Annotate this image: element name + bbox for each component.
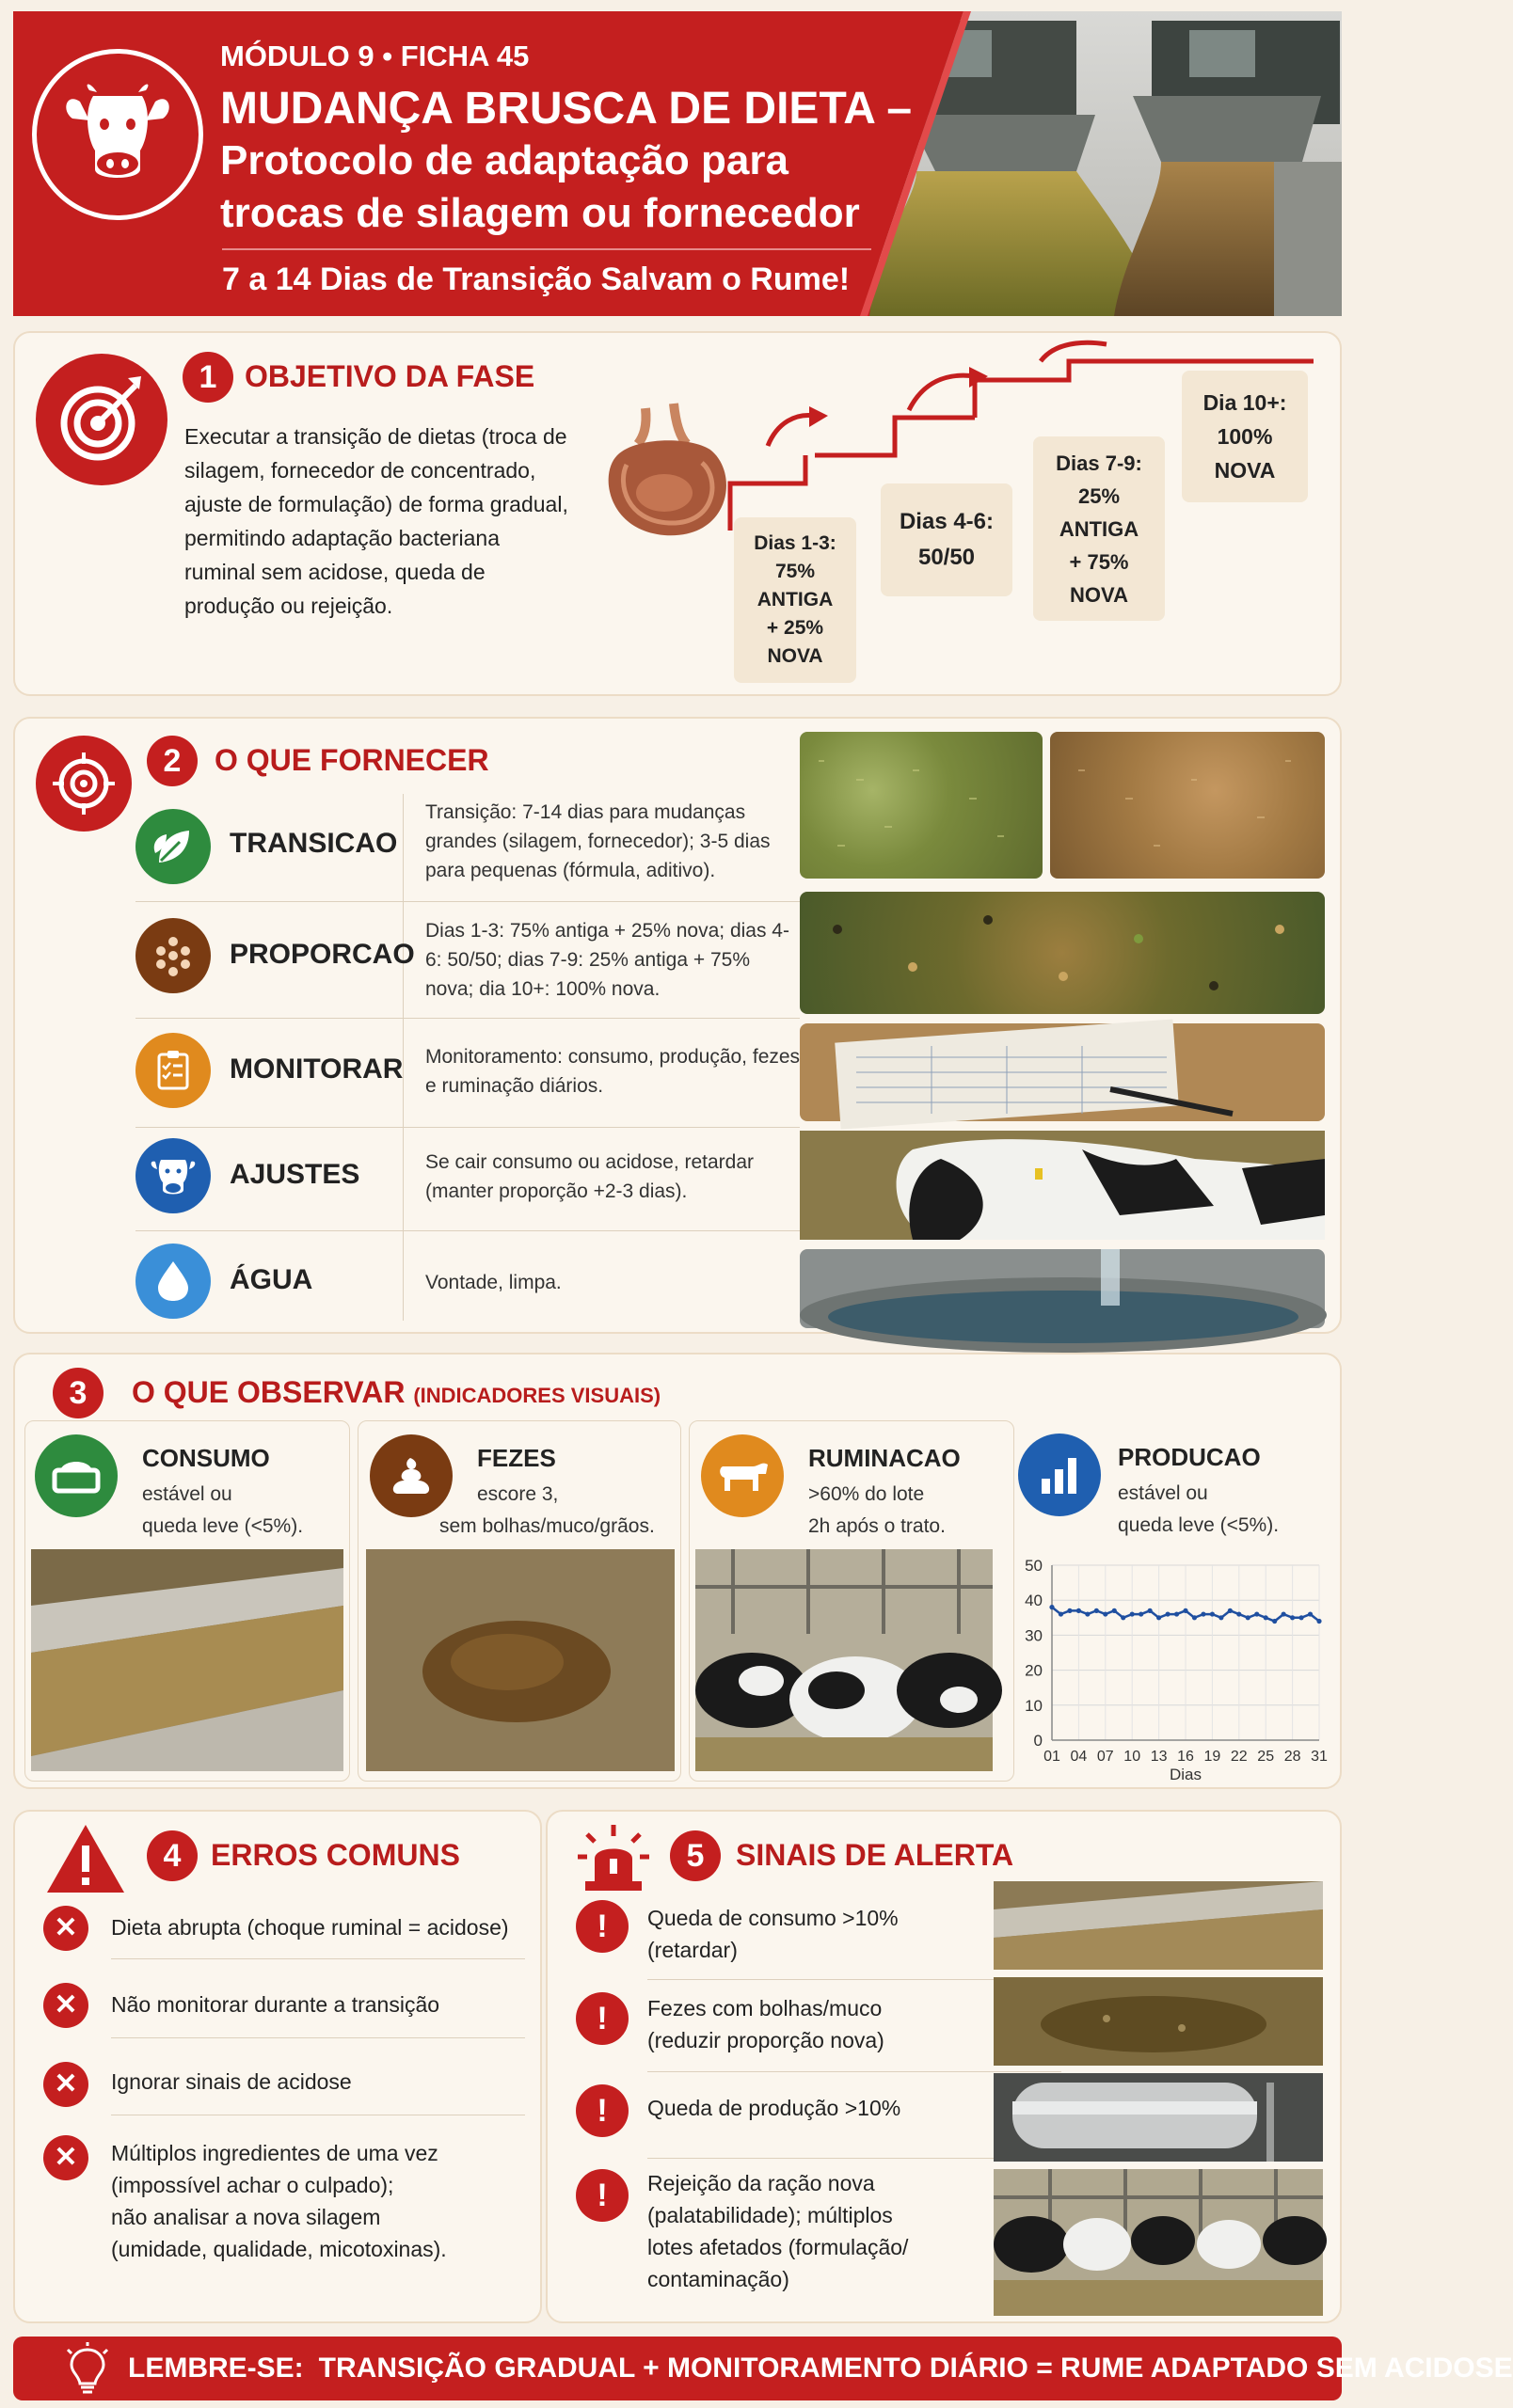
chart-data-point: [1282, 1611, 1286, 1616]
row-label-agua: ÁGUA: [230, 1264, 313, 1295]
footer-text: TRANSIÇÃO GRADUAL + MONITORAMENTO DIÁRIO = RUME ADAPTADO SEM ACIDOSE: [318, 2353, 1513, 2384]
chart-data-point: [1183, 1608, 1187, 1613]
brown-concentrate-photo: [1050, 732, 1325, 879]
footer-banner: [13, 2337, 1513, 2400]
row-divider: [135, 1230, 800, 1231]
cow-icon: [135, 1138, 211, 1213]
lightbulb-icon: [66, 2342, 109, 2395]
chart-data-point: [1067, 1608, 1072, 1613]
alert-exclamation-icon: !: [576, 2084, 629, 2137]
chart-data-point: [1308, 1611, 1313, 1616]
feces-bubbles-photo: [994, 1977, 1323, 2066]
observe-text-producao-2: queda leve (<5%).: [1118, 1514, 1280, 1536]
chart-x-tick-label: 28: [1283, 1749, 1301, 1765]
chart-x-tick-label: 07: [1096, 1749, 1114, 1765]
section3-title: O QUE OBSERVAR (INDICADORES VISUAIS): [132, 1375, 661, 1409]
chart-data-point: [1112, 1608, 1117, 1613]
error-divider: [111, 1958, 525, 1959]
milk-tank-photo: [994, 2073, 1323, 2162]
error-item-3: Ignorar sinais de acidose: [111, 2069, 352, 2094]
chart-data-point: [1290, 1615, 1295, 1620]
chart-y-tick-label: 30: [1025, 1626, 1043, 1645]
row-divider: [135, 1127, 800, 1128]
observe-title-producao: PRODUCAO: [1118, 1443, 1261, 1471]
observe-text-ruminacao-2: 2h após o trato.: [808, 1515, 946, 1537]
chart-data-point: [1059, 1611, 1063, 1616]
observe-text-ruminacao-1: >60% do lote: [808, 1483, 925, 1505]
header-title-line3: trocas de silagem ou fornecedor: [220, 190, 860, 236]
chart-x-tick-label: 13: [1150, 1749, 1168, 1765]
chart-x-tick-label: 25: [1257, 1749, 1275, 1765]
error-x-icon: ✕: [43, 2135, 88, 2180]
leaf-icon: [135, 809, 211, 884]
error-divider: [111, 2037, 525, 2038]
cow-logo-icon: [32, 49, 203, 220]
section4-number: 4: [147, 1830, 198, 1881]
production-line-chart: [1012, 1552, 1332, 1783]
row-label-monitorar: MONITORAR: [230, 1054, 404, 1085]
chart-data-point: [1236, 1611, 1241, 1616]
target-small-icon: [36, 736, 132, 832]
section-alerta: [546, 1810, 1342, 2323]
error-x-icon: ✕: [43, 1983, 88, 2028]
error-item-1: Dieta abrupta (choque ruminal = acidose): [111, 1915, 509, 1940]
section2-number: 2: [147, 736, 198, 786]
section-objetivo: [13, 331, 1342, 696]
observe-col-consumo: [24, 1420, 350, 1782]
water-drop-icon: [135, 1244, 211, 1319]
header-title-line2: Protocolo de adaptação para: [220, 137, 788, 183]
chart-y-tick-label: 10: [1025, 1696, 1043, 1715]
row-divider: [135, 1018, 800, 1019]
chart-x-axis-label: Dias: [1169, 1766, 1202, 1783]
observe-title-consumo: CONSUMO: [142, 1444, 270, 1472]
observe-text-fezes-2: sem bolhas/muco/grãos.: [439, 1515, 655, 1537]
cows-rejecting-feed-photo: [994, 2169, 1323, 2316]
cow-feeding-photo: [800, 1131, 1325, 1240]
section3-number: 3: [53, 1368, 104, 1418]
chart-y-tick-label: 40: [1025, 1592, 1043, 1610]
alert-item-4: Rejeição da ração nova (palatabilidade); múltiplos lotes afetados (formulação/ contaminação): [647, 2171, 909, 2291]
alert-exclamation-icon: !: [576, 1992, 629, 2045]
chart-data-point: [1210, 1611, 1215, 1616]
chart-data-point: [1049, 1605, 1054, 1609]
section2-title: O QUE FORNECER: [215, 743, 489, 777]
observe-text-consumo-2: queda leve (<5%).: [142, 1515, 304, 1537]
observe-col-ruminacao: [689, 1420, 1014, 1782]
error-x-icon: ✕: [43, 1906, 88, 1951]
error-x-icon: ✕: [43, 2062, 88, 2107]
section1-text: Executar a transição de dietas (troca de silagem, fornecedor de concentrado, ajuste de formulação) de forma gradual, permitindo adaptação bacteriana ruminal sem acidose, queda de produção ou rejeição.: [184, 424, 568, 618]
chart-data-point: [1254, 1611, 1259, 1616]
error-item-4: Múltiplos ingredientes de uma vez (impossível achar o culpado); não analisar a nova silagem (umidade, qualidade, micotoxinas).: [111, 2141, 447, 2261]
alert-divider: [647, 2071, 1061, 2072]
alert-item-3: Queda de produção >10%: [647, 2096, 901, 2120]
chart-data-point: [1121, 1615, 1125, 1620]
water-trough-photo: [800, 1249, 1325, 1328]
observe-text-consumo-1: estável ou: [142, 1483, 232, 1505]
dots-icon: [135, 918, 211, 993]
chart-x-tick-label: 31: [1311, 1749, 1328, 1765]
chart-data-point: [1076, 1608, 1081, 1613]
feed-trough-icon: [35, 1434, 118, 1517]
row-text-agua: Vontade, limpa.: [425, 1272, 562, 1293]
chart-data-point: [1316, 1619, 1321, 1624]
manure-icon: [370, 1434, 453, 1517]
feed-bunk-photo: [31, 1549, 343, 1771]
chart-y-tick-label: 0: [1033, 1732, 1043, 1750]
row-label-transicao: TRANSICAO: [230, 828, 398, 859]
section4-title: ERROS COMUNS: [211, 1838, 460, 1872]
chart-data-point: [1246, 1615, 1250, 1620]
chart-data-point: [1218, 1615, 1223, 1620]
alarm-siren-icon: [576, 1821, 651, 1896]
green-silage-photo: [800, 732, 1043, 879]
observe-col-producao: [1012, 1420, 1332, 1782]
chart-x-tick-label: 04: [1070, 1749, 1088, 1765]
chart-data-point: [1272, 1619, 1277, 1624]
observe-col-fezes: [358, 1420, 681, 1782]
alert-exclamation-icon: !: [576, 2169, 629, 2222]
row-label-ajustes: AJUSTES: [230, 1159, 360, 1190]
error-item-2: Não monitorar durante a transição: [111, 1992, 440, 2017]
section1-title: OBJETIVO DA FASE: [245, 359, 535, 393]
warning-icon: [43, 1821, 128, 1896]
chart-data-point: [1165, 1611, 1170, 1616]
chart-data-point: [1130, 1611, 1135, 1616]
step-days-1-3: Dias 1-3: 75% ANTIGA + 25% NOVA: [734, 517, 856, 683]
chart-x-tick-label: 16: [1177, 1749, 1194, 1765]
chart-data-point: [1094, 1608, 1099, 1613]
chart-data-point: [1148, 1608, 1153, 1613]
section5-title: SINAIS DE ALERTA: [736, 1838, 1014, 1872]
chart-data-point: [1192, 1615, 1197, 1620]
section-erros: [13, 1810, 542, 2323]
header-subtitle: 7 a 14 Dias de Transição Salvam o Rume!: [222, 261, 851, 297]
chart-x-tick-label: 19: [1203, 1749, 1221, 1765]
header-title-line1: MUDANÇA BRUSCA DE DIETA –: [220, 84, 913, 134]
section1-number: 1: [183, 352, 233, 403]
row-text-monitorar: Monitoramento: consumo, produção, fezes e ruminação diários.: [425, 1046, 801, 1097]
chart-data-point: [1201, 1611, 1205, 1616]
cow-icon: [701, 1434, 784, 1517]
header-banner: [13, 11, 1342, 316]
alert-item-1: Queda de consumo >10% (retardar): [647, 1906, 899, 1962]
row-label-proporcao: PROPORCAO: [230, 939, 415, 970]
header-divider: [222, 248, 871, 250]
feed-lane-photo: [994, 1881, 1323, 1970]
chart-x-tick-label: 10: [1123, 1749, 1141, 1765]
cows-lying-photo: [695, 1549, 993, 1771]
feces-photo: [366, 1549, 675, 1771]
checklist-icon: [135, 1033, 211, 1108]
observe-text-fezes-1: escore 3,: [477, 1483, 559, 1505]
chart-data-point: [1156, 1615, 1161, 1620]
chart-x-tick-label: 01: [1043, 1749, 1060, 1765]
step-days-4-6: Dias 4-6: 50/50: [881, 483, 1012, 596]
section-observar: [13, 1353, 1342, 1789]
chart-data-point: [1298, 1615, 1303, 1620]
alert-item-2: Fezes com bolhas/muco (reduzir proporção nova): [647, 1996, 884, 2052]
row-text-ajustes: Se cair consumo ou acidose, retardar (manter proporção +2-3 dias).: [425, 1151, 755, 1202]
row-text-transicao: Transição: 7-14 dias para mudanças grandes (silagem, fornecedor); 3-5 dias para pequenas (fórmula, aditivo).: [425, 801, 771, 881]
observe-title-ruminacao: RUMINACAO: [808, 1444, 961, 1472]
chart-data-point: [1264, 1615, 1268, 1620]
step-day-10-plus: Dia 10+: 100% NOVA: [1182, 371, 1308, 502]
observe-title-fezes: FEZES: [477, 1444, 556, 1472]
step-days-7-9: Dias 7-9: 25% ANTIGA + 75% NOVA: [1033, 436, 1165, 621]
bar-chart-icon: [1018, 1434, 1101, 1516]
chart-data-point: [1174, 1611, 1179, 1616]
footer-label: LEMBRE-SE:: [128, 2353, 304, 2384]
section5-number: 5: [670, 1830, 721, 1881]
chart-data-point: [1085, 1611, 1090, 1616]
row-divider: [135, 901, 800, 902]
chart-x-tick-label: 22: [1230, 1749, 1248, 1765]
section-fornecer: [13, 717, 1342, 1334]
chart-data-point: [1103, 1611, 1107, 1616]
chart-data-point: [1228, 1608, 1233, 1613]
mixed-feed-photo: [800, 892, 1325, 1014]
alert-exclamation-icon: !: [576, 1900, 629, 1953]
chart-y-tick-label: 20: [1025, 1661, 1043, 1680]
row-text-proporcao: Dias 1-3: 75% antiga + 25% nova; dias 4-6: 50/50; dias 7-9: 25% antiga + 75% nova; dia 10+: 100% nova.: [425, 920, 789, 1000]
chart-y-tick-label: 50: [1025, 1557, 1043, 1575]
target-icon: [36, 354, 167, 485]
chart-data-point: [1139, 1611, 1143, 1616]
observe-text-producao-1: estável ou: [1118, 1482, 1208, 1504]
clipboard-photo: [800, 1023, 1325, 1121]
header-kicker: MÓDULO 9 • FICHA 45: [220, 40, 530, 72]
